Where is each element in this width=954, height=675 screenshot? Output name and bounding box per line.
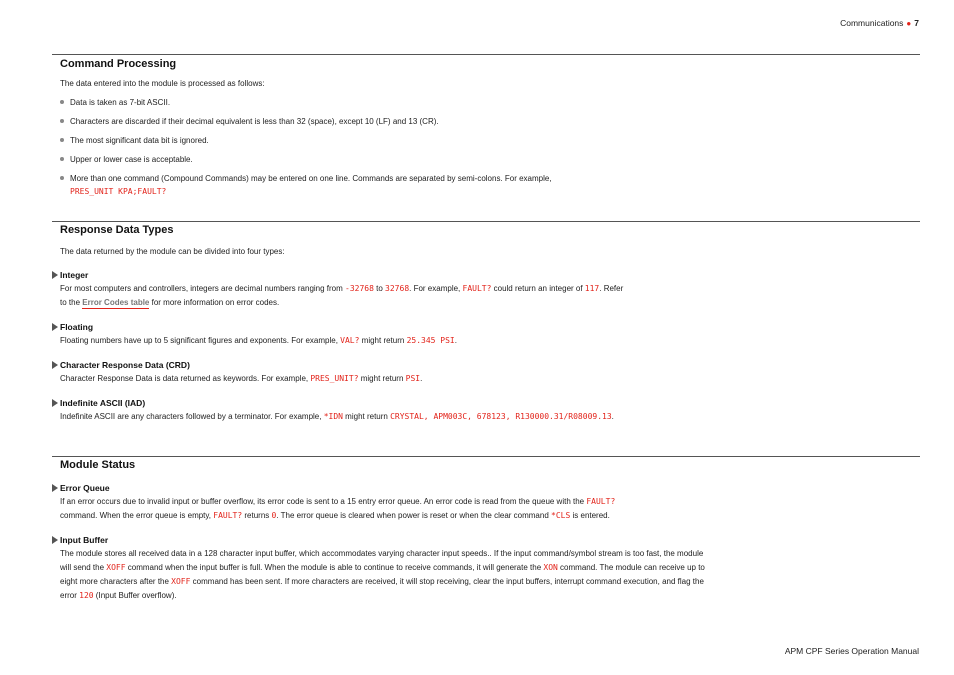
crd-title: Character Response Data (CRD) [52, 360, 920, 370]
floating-block [52, 322, 920, 348]
section-divider [52, 54, 920, 55]
command-processing-title: Command Processing [60, 58, 177, 70]
compound-command-example: PRES_UNIT KPA;FAULT? [70, 187, 167, 196]
bullet-icon [60, 157, 64, 161]
command-processing-list [52, 96, 920, 198]
command-processing-section [52, 54, 920, 198]
response-data-types-title: Response Data Types [60, 224, 174, 236]
integer-description: For most computers and controllers, integers are decimal numbers ranging from -32768 to 32768. For example, FAULT? could return an integer of 117. Refer to the Error Codes table for more information on error codes. [60, 284, 624, 307]
error-queue-description: If an error occurs due to invalid input or buffer overflow, its error code is sent to a 15 entry error queue. An error code is read from the queue with the FAULT? command. When the error queue is empty, FAULT? returns 0. The error queue is cleared when power is reset or when the clear command *CLS is entered. [60, 497, 616, 520]
error-queue-block [52, 483, 920, 523]
triangle-right-icon [52, 323, 58, 331]
crd-block [52, 360, 920, 386]
list-item: More than one command (Compound Commands) may be entered on one line. Commands are separated by semi-colons. For example, PRES_UNIT KPA;FAULT? [52, 172, 720, 198]
list-item: Upper or lower case is acceptable. [52, 153, 720, 166]
error-codes-table-link[interactable]: Error Codes table [82, 298, 150, 307]
iad-description: Indefinite ASCII are any characters followed by a terminator. For example, *IDN might return CRYSTAL, APM003C, 678123, R130000.31/R08009.13. [60, 412, 614, 421]
bullet-icon [60, 138, 64, 142]
page-number: 7 [914, 18, 919, 28]
list-item: The most significant data bit is ignored. [52, 134, 720, 147]
bullet-icon [60, 119, 64, 123]
bullet-dot-icon: ● [906, 19, 912, 28]
bullet-icon [60, 100, 64, 104]
section-divider [52, 221, 920, 222]
module-status-title: Module Status [60, 459, 136, 471]
input-buffer-title: Input Buffer [52, 535, 920, 545]
section-divider [52, 456, 920, 457]
floating-title: Floating [52, 322, 920, 332]
triangle-right-icon [52, 361, 58, 369]
input-buffer-block [52, 535, 920, 603]
bullet-icon [60, 176, 64, 180]
triangle-right-icon [52, 271, 58, 279]
list-item: Characters are discarded if their decimal equivalent is less than 32 (space), except 10 (LF) and 13 (CR). [52, 115, 720, 128]
triangle-right-icon [52, 399, 58, 407]
response-data-types-intro: The data returned by the module can be divided into four types: [60, 247, 285, 256]
list-item: Data is taken as 7-bit ASCII. [52, 96, 720, 109]
crd-description: Character Response Data is data returned as keywords. For example, PRES_UNIT? might return PSI. [60, 374, 423, 383]
iad-block [52, 398, 920, 424]
error-queue-title: Error Queue [52, 483, 920, 493]
response-data-types-section [52, 221, 920, 424]
command-processing-intro: The data entered into the module is processed as follows: [60, 79, 265, 88]
triangle-right-icon [52, 484, 58, 492]
integer-block [52, 270, 920, 310]
module-status-section [52, 456, 920, 603]
iad-title: Indefinite ASCII (IAD) [52, 398, 920, 408]
page-footer: APM CPF Series Operation Manual [784, 646, 919, 656]
integer-title: Integer [52, 270, 920, 280]
page-header [840, 18, 919, 28]
input-buffer-description: The module stores all received data in a 128 character input buffer, which accommodates varying character input speeds.. If the input command/symbol stream is too fast, the module will send the XOFF command when the input buffer is full. When the module is able to continue to receive commands, it will generate the XON command. The module can receive up to eight more characters after the XOFF command has been sent. If more characters are received, it will stop receiving, clear the input buffers, interrupt command execution, and flag the error 120 (Input Buffer overflow). [60, 549, 705, 600]
floating-description: Floating numbers have up to 5 significant figures and exponents. For example, VAL? might return 25.345 PSI. [60, 336, 457, 345]
triangle-right-icon [52, 536, 58, 544]
header-section: Communications [840, 18, 904, 28]
